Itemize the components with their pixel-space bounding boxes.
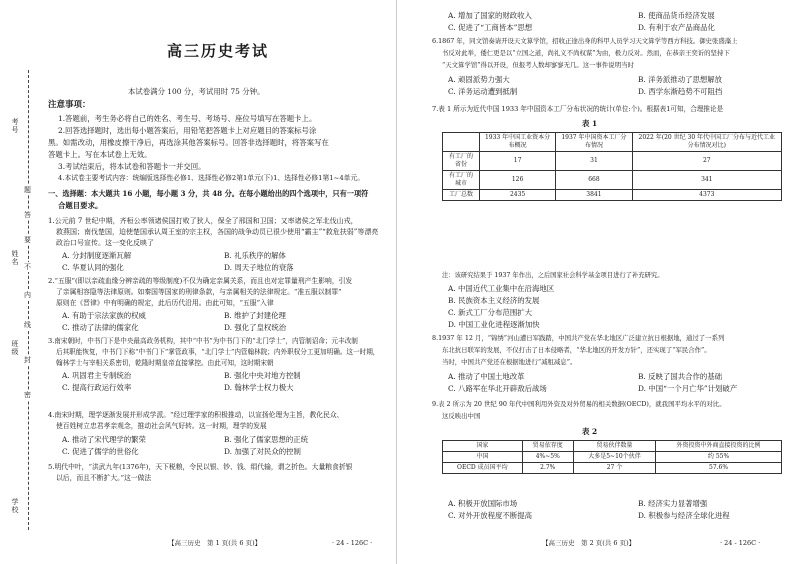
q5-option-a[interactable]: A. 增加了国家的财政收入 [448, 11, 532, 20]
q7-option-b[interactable]: B. 民族资本主义经济的发展 [448, 296, 540, 305]
q1-option-c[interactable]: C. 华夏认同的强化 [62, 263, 124, 272]
q1-option-d[interactable]: D. 周天子地位的衰落 [224, 263, 294, 272]
table-cell: 57.6% [656, 463, 782, 474]
q7-text: 7.表 1 所示为近代中国 1933 年中国资本工厂分布状况的统计(单位:个)。根据表1可知，合理推论是 [432, 105, 724, 113]
table-cell: 约 55% [656, 452, 782, 463]
q5-option-b[interactable]: B. 使商品货币经济发展 [638, 11, 715, 20]
table-cell: 有工厂的省份 [443, 152, 480, 171]
q2-text: 2.“五服”(即以亲疏血缘分辨亲疏的等级制度)不仅为确定亲属关系，而且也对定罪量刑产生影响，引发 [48, 277, 353, 285]
q8-option-c[interactable]: C. 八路军在华北开辟敌后战场 [448, 384, 547, 393]
q9-text: 9.表 2 所示为 20 世纪 90 年代中国利用外资及对外贸易的相关数据(OECD)，就我国平均水平的对比。 [432, 400, 726, 408]
note-line: 4.本试卷主要考试内容：统编版选择性必修1、选择性必修2第1单元(下)1、选择性必修1第1~4单元。 [58, 174, 365, 182]
q1-option-a[interactable]: A. 分封制度逐渐瓦解 [62, 251, 132, 260]
section-heading: 一、选择题：本大题共 16 小题，每小题 3 分，共 48 分。在每小题给出的四个选项中，只有一项符 [48, 189, 369, 198]
seal-char: 要 [24, 236, 31, 244]
page-gutter [396, 0, 397, 564]
q8-text: 8.1937 年 12 月，“锦绣”河山遭日军践踏，中国共产党在华北地区广泛建立抗日根据地，通过了一系列 [432, 334, 725, 342]
q3-option-a[interactable]: A. 巩固君主专制统治 [62, 371, 132, 380]
seal-char: 内 [24, 291, 31, 299]
q9-option-b[interactable]: B. 经济实力显著增强 [638, 499, 708, 508]
q6-text: 书反对此举，倭仁更是以“立国之道，尚礼义不尚权谋”为由，极力反对。然而，在恭亲王奕䜣的坚持下 [442, 49, 730, 57]
table-cell: 4%~5% [522, 452, 573, 463]
seal-char: 封 [24, 356, 31, 364]
q4-option-a[interactable]: A. 推动了宋代理学的繁荣 [62, 435, 146, 444]
table-row [443, 171, 782, 190]
table-cell: 31 [556, 152, 632, 171]
table-cell: 126 [479, 171, 555, 190]
q8-option-d[interactable]: D. 中国“一个月亡华”计划破产 [638, 384, 738, 393]
q8-option-a[interactable]: A. 推动了中国土地改革 [448, 372, 525, 381]
q3-text: 翰林学士与宰相关系密切，乾隆时期皇帝直接掌控。由此可知，这时期宋朝 [56, 359, 274, 367]
seal-char: 题 [24, 186, 31, 194]
table-header-cell: 2022 年(20 世纪 30 年代中国工厂分布与近代工业分布情况对比) [632, 133, 781, 152]
table-cell: 工厂总数 [443, 190, 480, 201]
table-cell: 3841 [556, 190, 632, 201]
q6-option-a[interactable]: A. 顽固派势力强大 [448, 75, 510, 84]
table-cell: 2.7% [522, 463, 573, 474]
q6-option-c[interactable]: C. 洋务运动遭到抵制 [448, 87, 518, 96]
table-header-cell: 外资投资中外商直接投资的比例 [656, 441, 782, 452]
table-header-cell: 贸易依存度 [522, 441, 573, 452]
q3-option-b[interactable]: B. 强化中央对地方控制 [224, 371, 301, 380]
seal-char: 线 [24, 321, 31, 329]
q7-option-c[interactable]: C. 新式工厂分布范围扩大 [448, 308, 532, 317]
table-header-cell: 国家 [443, 441, 523, 452]
q1-text: 救燕国；南伐楚国，迫使楚国承认周王室的宗主权，各国的战争动员已很少使用“霸主”“救危扶弱”等漂亮 [56, 228, 379, 236]
q5-option-c[interactable]: C. 促进了“工商皆本”思想 [448, 23, 533, 32]
q7-option-d[interactable]: D. 中国工业化进程逐渐加快 [448, 320, 540, 329]
table-header-row [443, 441, 782, 452]
q3-option-d[interactable]: D. 翰林学士权力极大 [224, 383, 294, 392]
q1-text: 1.公元前 7 世纪中期，齐桓公率领诸侯国打败了狄人，保全了邢国和卫国；又率诸侯之军北伐山戎， [48, 217, 358, 225]
note-line: 2.回答选择题时，选出每小题答案后，用铅笔把答题卡上对应题目的答案标号涂 [58, 126, 317, 135]
q5-text: 5.明代中叶，“洪武九年(1376年)，天下税粮，令民以银、钞、钱、绢代输，谓之折色。大量粮食折银 [48, 463, 353, 471]
kaohao-label: 考号 [11, 118, 19, 134]
exam-info: 本试卷满分 100 分，考试用时 75 分钟。 [128, 87, 265, 96]
q7-note: 注：该研究结果于 1937 年作出，之后国家社会科学基金项目进行了补充研究。 [442, 272, 664, 279]
seal-line [28, 70, 29, 530]
q7-option-a[interactable]: A. 中国近代工业集中在沿海地区 [448, 284, 555, 293]
q3-option-c[interactable]: C. 提高行政运行效率 [62, 383, 132, 392]
note-line: 1.答题前，考生务必将自己的姓名、考生号、考场号、座位号填写在答题卡上。 [58, 114, 317, 123]
q9-option-a[interactable]: A. 积极开放国际市场 [448, 499, 518, 508]
seal-char: 不 [24, 263, 31, 271]
q8-option-b[interactable]: B. 反映了国共合作的基础 [638, 372, 723, 381]
seal-char: 密 [24, 391, 31, 399]
table-cell: 2435 [479, 190, 555, 201]
table-header-cell: 1933 年中国工业资本分布概况 [479, 133, 555, 152]
q2-option-d[interactable]: D. 强化了皇权统治 [224, 323, 287, 332]
table-cell: 27 [632, 152, 781, 171]
q5-text: 以后，而且不断扩大。”这一做法 [56, 474, 152, 482]
q4-option-b[interactable]: B. 强化了儒家思想的正统 [224, 435, 309, 444]
table-header-cell: 1937 年中国资本工厂分布情况 [556, 133, 632, 152]
q4-text: 4.南宋时期，理学逐渐发展并形成学派。“经过理学家的积极推动，以宣扬伦理为主旨，教化民众、 [48, 411, 344, 419]
section-heading-cont: 合题目要求。 [58, 201, 103, 210]
q2-option-b[interactable]: B. 维护了封建伦理 [224, 311, 286, 320]
q9-option-c[interactable]: C. 对外开放程度不断提高 [448, 511, 532, 520]
page-footer: 【高三历史 第 2 页(共 6 页)】 [542, 539, 636, 547]
table-header-cell: 贸易伙伴数量 [573, 441, 655, 452]
xingming-label: 姓名 [11, 250, 19, 266]
table2-caption: 表 2 [582, 427, 598, 436]
page-left [48, 0, 388, 564]
q4-option-d[interactable]: D. 加强了对民众的控制 [224, 447, 301, 456]
page-footer: 【高三历史 第 1 页(共 6 页)】 [168, 539, 262, 547]
q3-text: 3.南宋朝时，中书门下是中央最高政务机构，其中“中书”为中书门下的“北门学士”，内管制诏命；元丰改制 [48, 337, 358, 345]
table-header-row [443, 133, 782, 152]
table-row [443, 190, 782, 201]
q5-option-d[interactable]: D. 有利于农产品商品化 [638, 23, 715, 32]
q2-option-c[interactable]: C. 推动了法律的儒家化 [62, 323, 139, 332]
q4-option-c[interactable]: C. 促进了儒学的世俗化 [62, 447, 139, 456]
q3-text: 后其职能恢复，中书门下称“中书门下”掌管政事，“北门学士”内管翰林院；内外职权分工更加明确。这一时期， [56, 348, 380, 356]
q6-text: 6.1867 年，同文馆奏请开设天文算学馆，招收正途出身的科甲人员学习天文算学等西方科技。御史张盛藻上 [432, 37, 738, 45]
table-cell: 有工厂的城市 [443, 171, 480, 190]
table-row [443, 152, 782, 171]
table-cell: 大多是5~10个伙伴 [573, 452, 655, 463]
q9-text: 这反映出中国 [442, 412, 481, 420]
page-code: · 24 - 126C · [720, 539, 761, 547]
q2-option-a[interactable]: A. 有助于宗法家族的权威 [62, 311, 146, 320]
table-2 [442, 440, 782, 474]
q2-text: 了亲属相容隐等法律原则。如秦国等国家的刑律条款，与亲属相关的法律规定。“准五服以制罪” [56, 288, 342, 296]
q6-option-b[interactable]: B. 洋务派推动了思想解放 [638, 75, 723, 84]
notes-heading: 注意事项： [48, 100, 91, 110]
table-1 [442, 132, 782, 201]
q2-text: 原则在《晋律》中有明确的规定，此后历代沿用。由此可知，“五服”入律 [56, 299, 274, 307]
q8-text: 当时，中国共产党还在根据地进行“减租减息”。 [442, 358, 577, 366]
banji-label: 班级 [11, 340, 19, 356]
note-line: 答题卡上。写在本试卷上无效。 [48, 150, 152, 159]
q9-option-d[interactable]: D. 积极参与经济全球化进程 [638, 511, 730, 520]
exam-title: 高三历史考试 [166, 42, 269, 60]
table-cell: 中国 [443, 452, 523, 463]
q1-text: 政治口号宣传。这一变化反映了 [56, 239, 154, 247]
binding-strip [0, 0, 42, 564]
xuexiao-label: 学校 [11, 498, 19, 514]
table1-caption: 表 1 [582, 119, 598, 128]
table-cell: 27 个 [573, 463, 655, 474]
table-cell: OECD 成员国平均 [443, 463, 523, 474]
table-header-cell [443, 133, 480, 152]
page-right [402, 0, 786, 564]
q6-option-d[interactable]: D. 西学东渐趋势不可阻挡 [638, 87, 723, 96]
seal-char: 答 [24, 211, 31, 219]
q8-text: 东北抗日联军的发展，不仅打击了日本侵略者，“华北地区的开发方针”，还实现了“军民合作”。 [442, 346, 711, 354]
table-cell: 17 [479, 152, 555, 171]
q6-text: “天文算学馆”得以开设，但报考人数却寥寥无几。这一事件说明当时 [442, 61, 634, 69]
table-row [443, 452, 782, 463]
q1-option-b[interactable]: B. 礼乐秩序的解体 [224, 251, 286, 260]
note-line: 3.考试结束后，将本试卷和答题卡一并交回。 [58, 162, 206, 171]
table-cell: 668 [556, 171, 632, 190]
note-line: 黑。如需改动，用橡皮擦干净后，再选涂其他答案标号。回答非选择题时，将答案写在 [48, 138, 329, 147]
q4-text: 使百姓树立忠君孝亲观念，推动社会风气好转。这一时期，理学的发展 [56, 422, 267, 430]
table-cell: 341 [632, 171, 781, 190]
table-cell: 4373 [632, 190, 781, 201]
table-row [443, 463, 782, 474]
page-code: · 24 - 126C · [332, 539, 373, 547]
